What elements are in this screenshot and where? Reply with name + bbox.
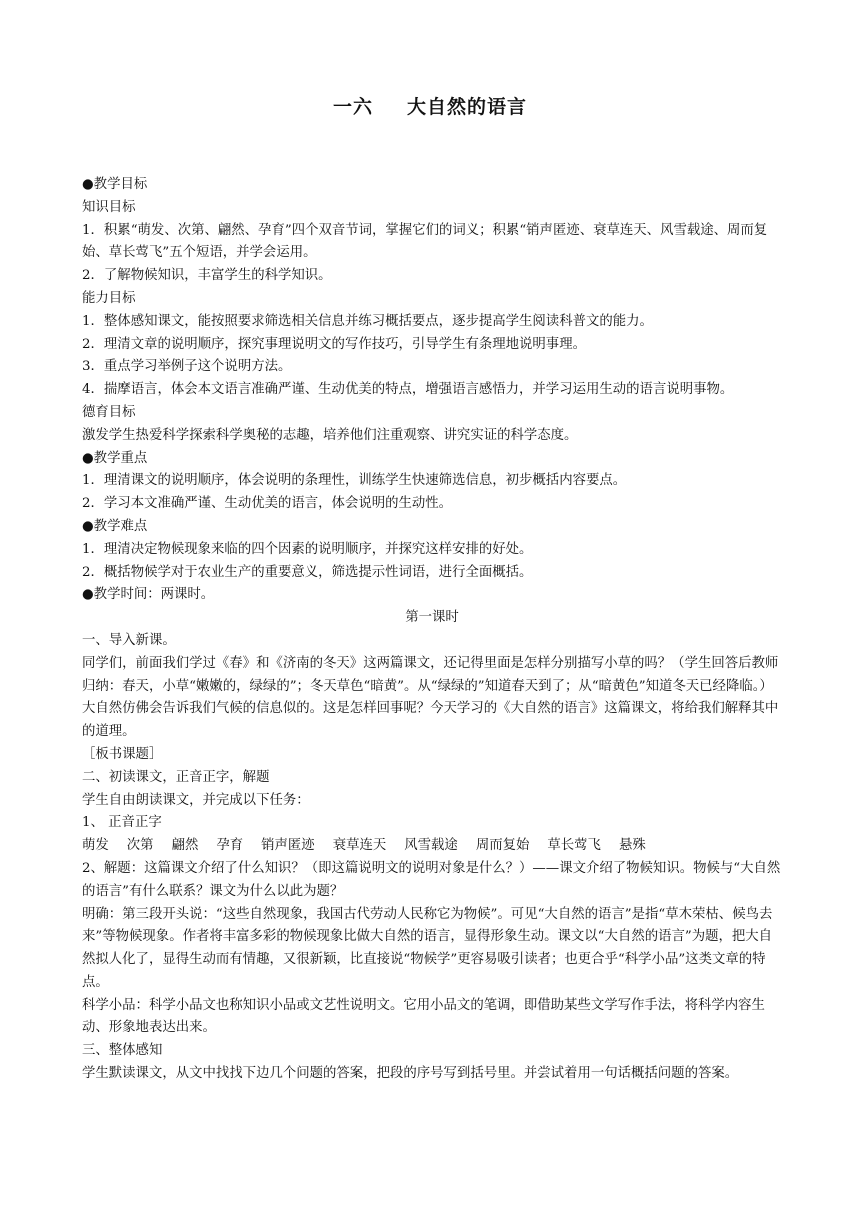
- subheading: 德育目标: [82, 404, 136, 420]
- paragraph: 三、整体感知: [82, 1043, 163, 1059]
- paragraph: 明确：第三段开头说：“这些自然现象，我国古代劳动人民称它为物候”。可见“大自然的语言”是指“草木荣枯、候鸟去来”等物候现象。作者将丰富多彩的物候现象比做大自然的语言，显得形象生动。课文以“大自然的语言”为题，把大自然拟人化了，显得生动而有情趣，又很新颖，比直接说“物候学”更容易吸引读者；也更合乎“科学小品”这类文章的特点。: [82, 906, 773, 990]
- title-number: 一六: [332, 96, 373, 118]
- paragraph: 3．重点学习举例子这个说明方法。: [82, 359, 292, 375]
- vocab-word: 草长莺飞: [547, 838, 601, 854]
- paragraph: 2．概括物候学对于农业生产的重要意义，筛选提示性词语，进行全面概括。: [82, 564, 533, 580]
- paragraph: 同学们，前面我们学过《春》和《济南的冬天》这两篇课文，还记得里面是怎样分别描写小草的吗？（学生回答后教师归纳：春天，小草“嫩嫩的，绿绿的”；冬天草色“暗黄”。从“绿绿的”知道春天到了；从“暗黄色”知道冬天已经降临。）大自然仿佛会告诉我们气候的信息似的。这是怎样回事呢？今天学习的《大自然的语言》这篇课文，将给我们解释其中的道理。: [82, 655, 779, 740]
- paragraph: 一、导入新课。: [82, 632, 176, 648]
- vocab-word: 次第: [126, 838, 154, 854]
- paragraph: 学生自由朗读课文，并完成以下任务：: [82, 792, 310, 808]
- paragraph: 1．整体感知课文，能按照要求筛选相关信息并练习概括要点，逐步提高学生阅读科普文的能力。: [82, 313, 653, 329]
- subheading: 能力目标: [82, 290, 136, 306]
- subheading: 知识目标: [82, 199, 136, 215]
- section-heading: ●教学重点: [82, 450, 148, 466]
- vocab-word: 悬殊: [618, 838, 646, 854]
- vocab-word: 周而复始: [475, 838, 530, 854]
- section-heading: ●教学时间：两课时。: [82, 587, 215, 603]
- paragraph: 2、解题：这篇课文介绍了什么知识？（即这篇说明文的说明对象是什么？）——课文介绍了物候知识。物候与“大自然的语言”有什么联系？课文为什么以此为题？: [82, 860, 781, 899]
- paragraph: 学生默读课文，从文中找找下边几个问题的答案，把段的序号写到括号里。并尝试着用一句话概括问题的答案。: [82, 1066, 739, 1082]
- section-heading: ●教学难点: [82, 518, 148, 534]
- page-title: [0, 92, 860, 119]
- paragraph: 1．理清决定物候现象来临的四个因素的说明顺序，并探究这样安排的好处。: [82, 541, 533, 557]
- vocabulary-list: [82, 835, 782, 858]
- paragraph: 1．积累“萌发、次第、翩然、孕育”四个双音节词，掌握它们的词义；积累“销声匿迹、衰草连天、风雪载途、周而复始、草长莺飞”五个短语，并学会运用。: [82, 222, 768, 261]
- section-heading: ●教学目标: [82, 177, 148, 192]
- paragraph: ［板书课题］: [82, 746, 163, 762]
- vocab-word: 孕育: [216, 838, 244, 854]
- paragraph: 2．理清文章的说明顺序，探究事理说明文的写作技巧，引导学生有条理地说明事理。: [82, 336, 586, 352]
- lesson-heading: 第一课时: [405, 610, 459, 626]
- document-body: [82, 174, 782, 1086]
- paragraph: 2．学习本文准确严谨、生动优美的语言，体会说明的生动性。: [82, 496, 453, 512]
- title-text: 大自然的语言: [407, 96, 528, 118]
- vocab-word: 萌发: [82, 838, 109, 854]
- paragraph: 1．理清课文的说明顺序，体会说明的条理性，训练学生快速筛选信息，初步概括内容要点。: [82, 473, 627, 489]
- paragraph: 科学小品：科学小品文也称知识小品或文艺性说明文。它用小品文的笔调，即借助某些文学写作手法，将科学内容生动、形象地表达出来。: [82, 997, 765, 1036]
- paragraph: 激发学生热爱科学探索科学奥秘的志趣，培养他们注重观察、讲究实证的科学态度。: [82, 427, 578, 443]
- vocab-word: 翩然: [171, 838, 199, 854]
- paragraph: 2．了解物候知识，丰富学生的科学知识。: [82, 268, 332, 284]
- vocab-word: 销声匿迹: [261, 838, 315, 854]
- paragraph: 1、 正音正字: [82, 815, 162, 831]
- paragraph: 二、初读课文，正音正字，解题: [82, 769, 270, 785]
- paragraph: 4．揣摩语言，体会本文语言准确严谨、生动优美的特点，增强语言感悟力，并学习运用生动的语言说明事物。: [82, 382, 734, 398]
- vocab-word: 衰草连天: [332, 838, 387, 854]
- vocab-word: 风雪载途: [404, 838, 458, 854]
